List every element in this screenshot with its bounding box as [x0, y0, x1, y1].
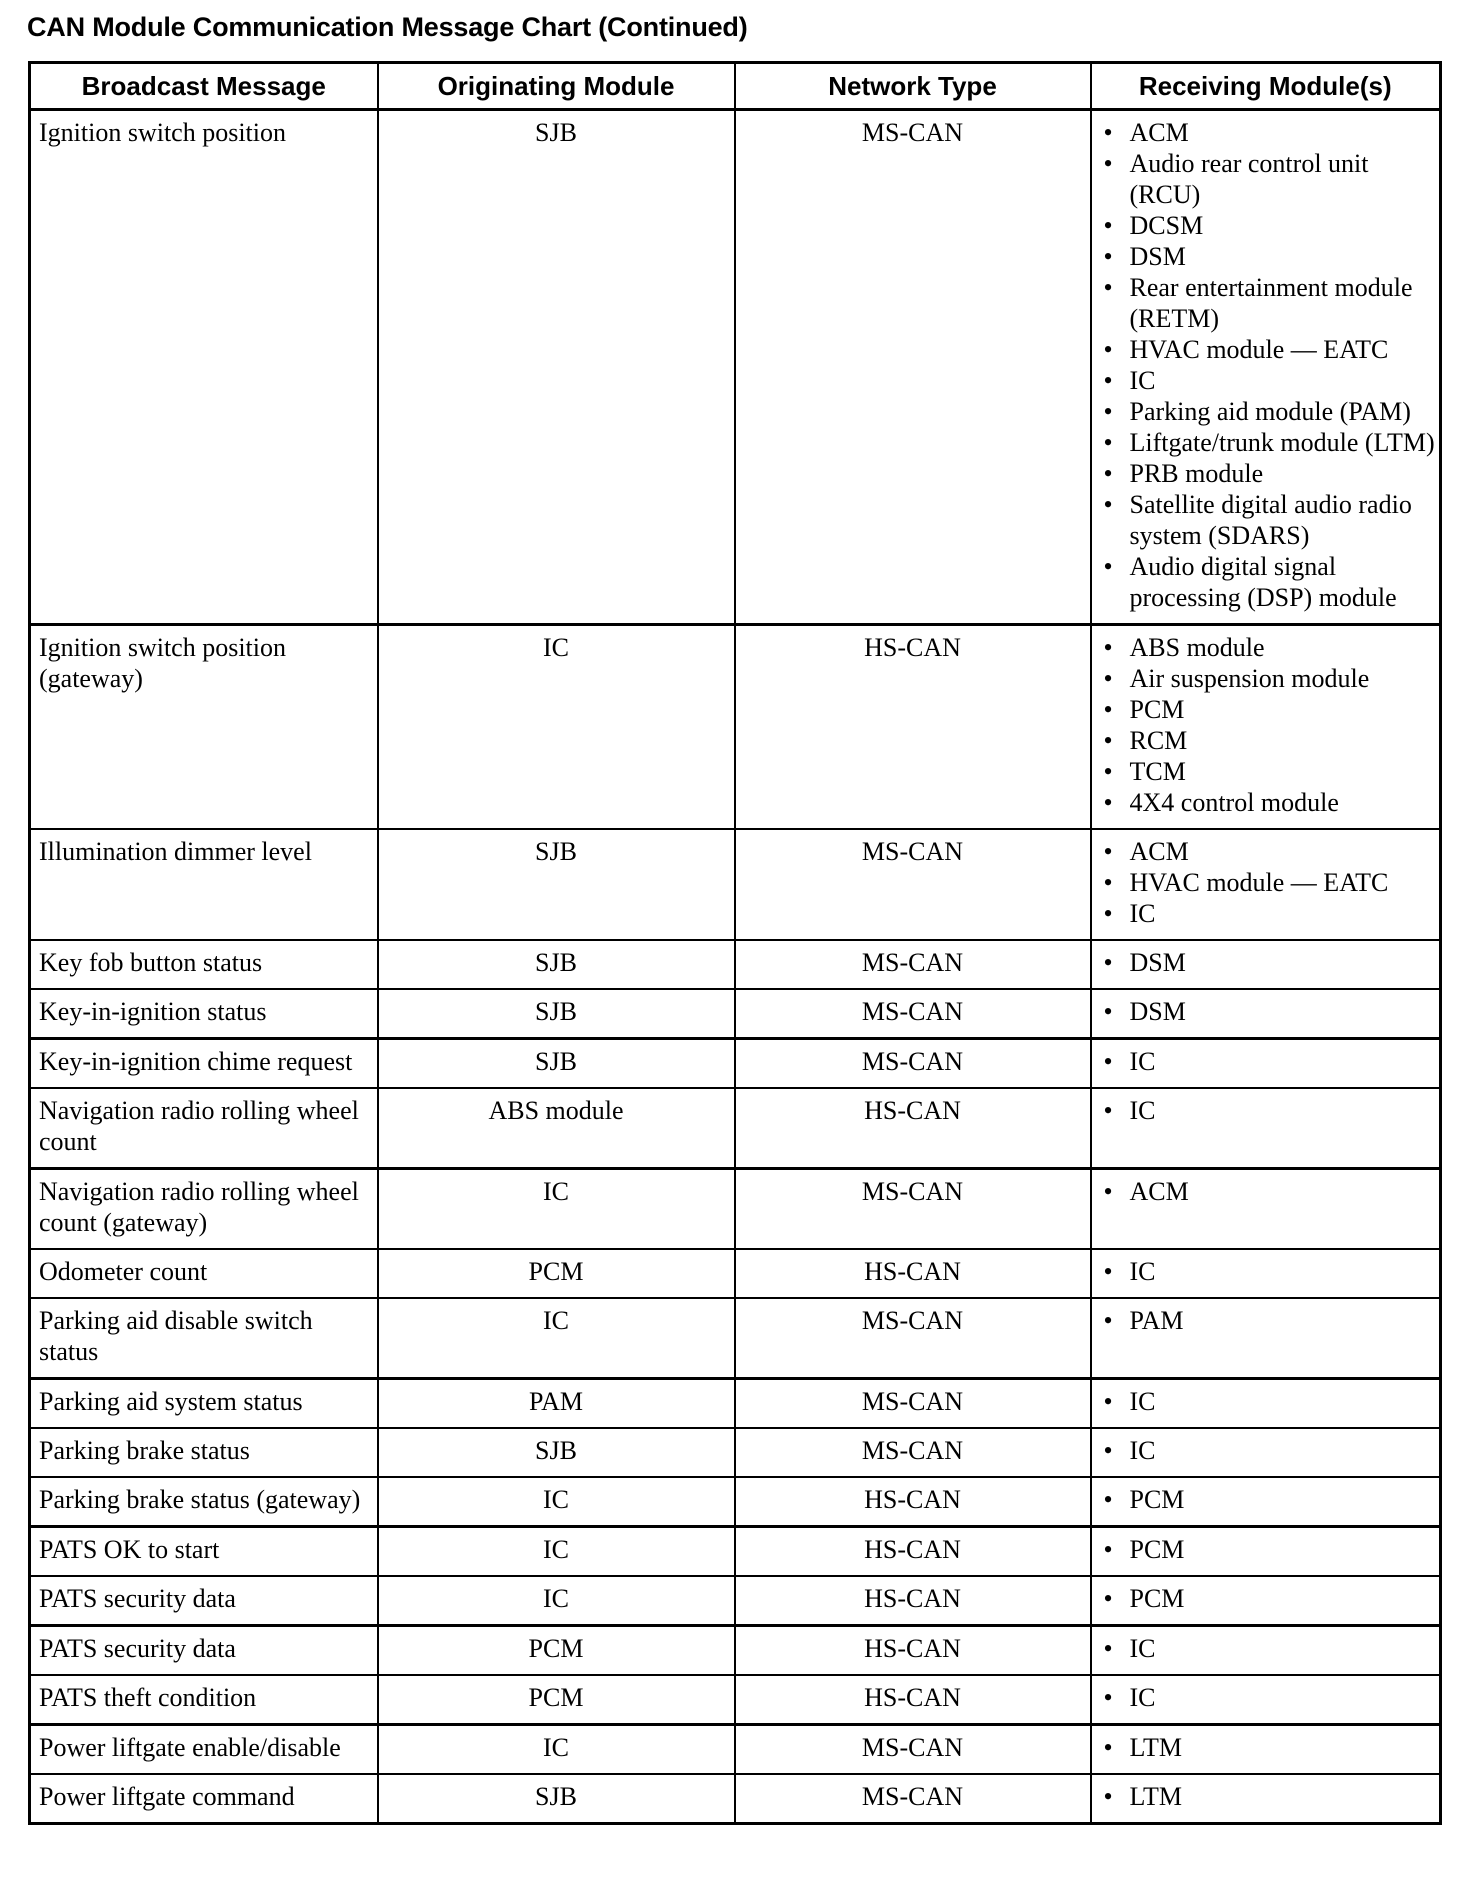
- receiving-module-item: • IC: [1104, 1386, 1436, 1417]
- table-row: [30, 1725, 1441, 1775]
- receiving-module-item: • DCSM: [1104, 210, 1436, 241]
- receiving-module-list: [1104, 1305, 1436, 1336]
- network-type-cell: MS-CAN: [735, 829, 1091, 940]
- receiving-module-item: • DSM: [1104, 947, 1436, 978]
- receiving-module-list: [1104, 1534, 1436, 1565]
- receiving-module-list: [1104, 1435, 1436, 1466]
- receiving-module-list: [1104, 996, 1436, 1027]
- receiving-modules-cell: [1091, 940, 1441, 989]
- receiving-module-item: • Satellite digital audio radio system (SDARS): [1104, 489, 1436, 551]
- broadcast-message-cell: Parking aid system status: [30, 1379, 378, 1429]
- network-type-cell: MS-CAN: [735, 1039, 1091, 1089]
- receiving-module-list: [1104, 1732, 1436, 1763]
- receiving-modules-cell: [1091, 1626, 1441, 1676]
- receiving-modules-cell: [1091, 625, 1441, 830]
- column-header-broadcast-message: Broadcast Message: [30, 63, 378, 110]
- table-row: [30, 1039, 1441, 1089]
- receiving-module-item: • PCM: [1104, 1534, 1436, 1565]
- table-body: [30, 110, 1441, 1824]
- originating-module-cell: SJB: [378, 829, 735, 940]
- receiving-module-item: • RCM: [1104, 725, 1436, 756]
- receiving-modules-cell: [1091, 1576, 1441, 1626]
- receiving-module-item: • IC: [1104, 1682, 1436, 1713]
- table-row: [30, 1379, 1441, 1429]
- column-header-network-type: Network Type: [735, 63, 1091, 110]
- originating-module-cell: PAM: [378, 1379, 735, 1429]
- broadcast-message-cell: Power liftgate enable/disable: [30, 1725, 378, 1775]
- network-type-cell: MS-CAN: [735, 940, 1091, 989]
- receiving-modules-cell: [1091, 1477, 1441, 1527]
- broadcast-message-cell: Navigation radio rolling wheel count (gateway): [30, 1169, 378, 1250]
- receiving-module-item: • Liftgate/trunk module (LTM): [1104, 427, 1436, 458]
- network-type-cell: MS-CAN: [735, 110, 1091, 625]
- receiving-modules-cell: [1091, 1169, 1441, 1250]
- table-row: [30, 940, 1441, 989]
- originating-module-cell: IC: [378, 625, 735, 830]
- network-type-cell: HS-CAN: [735, 1527, 1091, 1577]
- receiving-module-item: • PCM: [1104, 1484, 1436, 1515]
- receiving-modules-cell: [1091, 1298, 1441, 1379]
- receiving-module-item: • ACM: [1104, 1176, 1436, 1207]
- broadcast-message-cell: Illumination dimmer level: [30, 829, 378, 940]
- broadcast-message-cell: Parking brake status: [30, 1428, 378, 1477]
- broadcast-message-cell: PATS OK to start: [30, 1527, 378, 1577]
- broadcast-message-cell: Navigation radio rolling wheel count: [30, 1088, 378, 1169]
- receiving-modules-cell: [1091, 1088, 1441, 1169]
- receiving-modules-cell: [1091, 1527, 1441, 1577]
- receiving-module-item: • Rear entertainment module (RETM): [1104, 272, 1436, 334]
- table-row: [30, 1298, 1441, 1379]
- receiving-module-list: [1104, 1046, 1436, 1077]
- originating-module-cell: PCM: [378, 1626, 735, 1676]
- originating-module-cell: IC: [378, 1169, 735, 1250]
- table-row: [30, 1088, 1441, 1169]
- network-type-cell: MS-CAN: [735, 1169, 1091, 1250]
- table-row: [30, 1249, 1441, 1298]
- network-type-cell: MS-CAN: [735, 1428, 1091, 1477]
- receiving-module-item: • DSM: [1104, 241, 1436, 272]
- receiving-module-list: [1104, 1095, 1436, 1126]
- header-row: [30, 63, 1441, 110]
- originating-module-cell: SJB: [378, 1039, 735, 1089]
- receiving-module-item: • IC: [1104, 898, 1436, 929]
- receiving-module-item: • IC: [1104, 1633, 1436, 1664]
- network-type-cell: MS-CAN: [735, 989, 1091, 1039]
- originating-module-cell: ABS module: [378, 1088, 735, 1169]
- receiving-module-item: • IC: [1104, 1095, 1436, 1126]
- chart-title: CAN Module Communication Message Chart (Continued): [27, 12, 748, 42]
- table-row: [30, 989, 1441, 1039]
- broadcast-message-cell: Power liftgate command: [30, 1774, 378, 1824]
- broadcast-message-cell: Key-in-ignition status: [30, 989, 378, 1039]
- receiving-module-item: • 4X4 control module: [1104, 787, 1436, 818]
- receiving-module-item: • LTM: [1104, 1781, 1436, 1812]
- receiving-module-list: [1104, 1386, 1436, 1417]
- table-row: [30, 1477, 1441, 1527]
- receiving-module-item: • HVAC module — EATC: [1104, 334, 1436, 365]
- receiving-module-item: • TCM: [1104, 756, 1436, 787]
- receiving-module-item: • IC: [1104, 1046, 1436, 1077]
- network-type-cell: HS-CAN: [735, 625, 1091, 830]
- receiving-modules-cell: [1091, 1428, 1441, 1477]
- table-row: [30, 829, 1441, 940]
- receiving-module-list: [1104, 836, 1436, 929]
- broadcast-message-cell: Odometer count: [30, 1249, 378, 1298]
- originating-module-cell: IC: [378, 1725, 735, 1775]
- receiving-module-item: • DSM: [1104, 996, 1436, 1027]
- network-type-cell: HS-CAN: [735, 1249, 1091, 1298]
- originating-module-cell: IC: [378, 1298, 735, 1379]
- originating-module-cell: IC: [378, 1576, 735, 1626]
- receiving-module-list: [1104, 1176, 1436, 1207]
- network-type-cell: HS-CAN: [735, 1088, 1091, 1169]
- receiving-module-list: [1104, 117, 1436, 613]
- table-row: [30, 1169, 1441, 1250]
- receiving-modules-cell: [1091, 1039, 1441, 1089]
- broadcast-message-cell: Ignition switch position (gateway): [30, 625, 378, 830]
- receiving-module-item: • Air suspension module: [1104, 663, 1436, 694]
- broadcast-message-cell: PATS security data: [30, 1576, 378, 1626]
- originating-module-cell: SJB: [378, 110, 735, 625]
- column-header-originating-module: Originating Module: [378, 63, 735, 110]
- broadcast-message-cell: PATS theft condition: [30, 1675, 378, 1725]
- network-type-cell: HS-CAN: [735, 1477, 1091, 1527]
- receiving-module-item: • ACM: [1104, 117, 1436, 148]
- network-type-cell: MS-CAN: [735, 1379, 1091, 1429]
- receiving-module-list: [1104, 1781, 1436, 1812]
- receiving-module-item: • ABS module: [1104, 632, 1436, 663]
- network-type-cell: MS-CAN: [735, 1725, 1091, 1775]
- receiving-module-list: [1104, 1682, 1436, 1713]
- receiving-module-item: • Audio digital signal processing (DSP) module: [1104, 551, 1436, 613]
- can-message-table: [28, 61, 1442, 1825]
- receiving-modules-cell: [1091, 110, 1441, 625]
- table-row: [30, 1428, 1441, 1477]
- table-row: [30, 1576, 1441, 1626]
- column-header-receiving-modules: Receiving Module(s): [1091, 63, 1441, 110]
- broadcast-message-cell: Parking aid disable switch status: [30, 1298, 378, 1379]
- receiving-module-item: • ACM: [1104, 836, 1436, 867]
- broadcast-message-cell: Ignition switch position: [30, 110, 378, 625]
- table-row: [30, 1626, 1441, 1676]
- table-row: [30, 1527, 1441, 1577]
- broadcast-message-cell: Key-in-ignition chime request: [30, 1039, 378, 1089]
- table-row: [30, 1675, 1441, 1725]
- receiving-module-item: • HVAC module — EATC: [1104, 867, 1436, 898]
- originating-module-cell: PCM: [378, 1675, 735, 1725]
- receiving-modules-cell: [1091, 1675, 1441, 1725]
- originating-module-cell: SJB: [378, 1428, 735, 1477]
- receiving-module-list: [1104, 947, 1436, 978]
- receiving-module-list: [1104, 632, 1436, 818]
- receiving-module-item: • IC: [1104, 1256, 1436, 1287]
- receiving-modules-cell: [1091, 1774, 1441, 1824]
- originating-module-cell: SJB: [378, 940, 735, 989]
- broadcast-message-cell: PATS security data: [30, 1626, 378, 1676]
- table-row: [30, 1774, 1441, 1824]
- receiving-modules-cell: [1091, 829, 1441, 940]
- receiving-modules-cell: [1091, 1249, 1441, 1298]
- network-type-cell: HS-CAN: [735, 1675, 1091, 1725]
- originating-module-cell: IC: [378, 1527, 735, 1577]
- table-row: [30, 110, 1441, 625]
- table-row: [30, 625, 1441, 830]
- receiving-module-item: • PAM: [1104, 1305, 1436, 1336]
- receiving-module-list: [1104, 1633, 1436, 1664]
- receiving-modules-cell: [1091, 1725, 1441, 1775]
- network-type-cell: HS-CAN: [735, 1576, 1091, 1626]
- receiving-modules-cell: [1091, 1379, 1441, 1429]
- receiving-module-list: [1104, 1583, 1436, 1614]
- broadcast-message-cell: Parking brake status (gateway): [30, 1477, 378, 1527]
- originating-module-cell: SJB: [378, 1774, 735, 1824]
- receiving-module-item: • PCM: [1104, 1583, 1436, 1614]
- receiving-module-item: • Audio rear control unit (RCU): [1104, 148, 1436, 210]
- receiving-module-item: • IC: [1104, 1435, 1436, 1466]
- receiving-module-item: • PRB module: [1104, 458, 1436, 489]
- receiving-module-item: • Parking aid module (PAM): [1104, 396, 1436, 427]
- broadcast-message-cell: Key fob button status: [30, 940, 378, 989]
- receiving-module-item: • LTM: [1104, 1732, 1436, 1763]
- network-type-cell: MS-CAN: [735, 1298, 1091, 1379]
- receiving-module-list: [1104, 1484, 1436, 1515]
- originating-module-cell: IC: [378, 1477, 735, 1527]
- network-type-cell: HS-CAN: [735, 1626, 1091, 1676]
- receiving-module-item: • IC: [1104, 365, 1436, 396]
- receiving-module-list: [1104, 1256, 1436, 1287]
- originating-module-cell: PCM: [378, 1249, 735, 1298]
- originating-module-cell: SJB: [378, 989, 735, 1039]
- receiving-module-item: • PCM: [1104, 694, 1436, 725]
- receiving-modules-cell: [1091, 989, 1441, 1039]
- network-type-cell: MS-CAN: [735, 1774, 1091, 1824]
